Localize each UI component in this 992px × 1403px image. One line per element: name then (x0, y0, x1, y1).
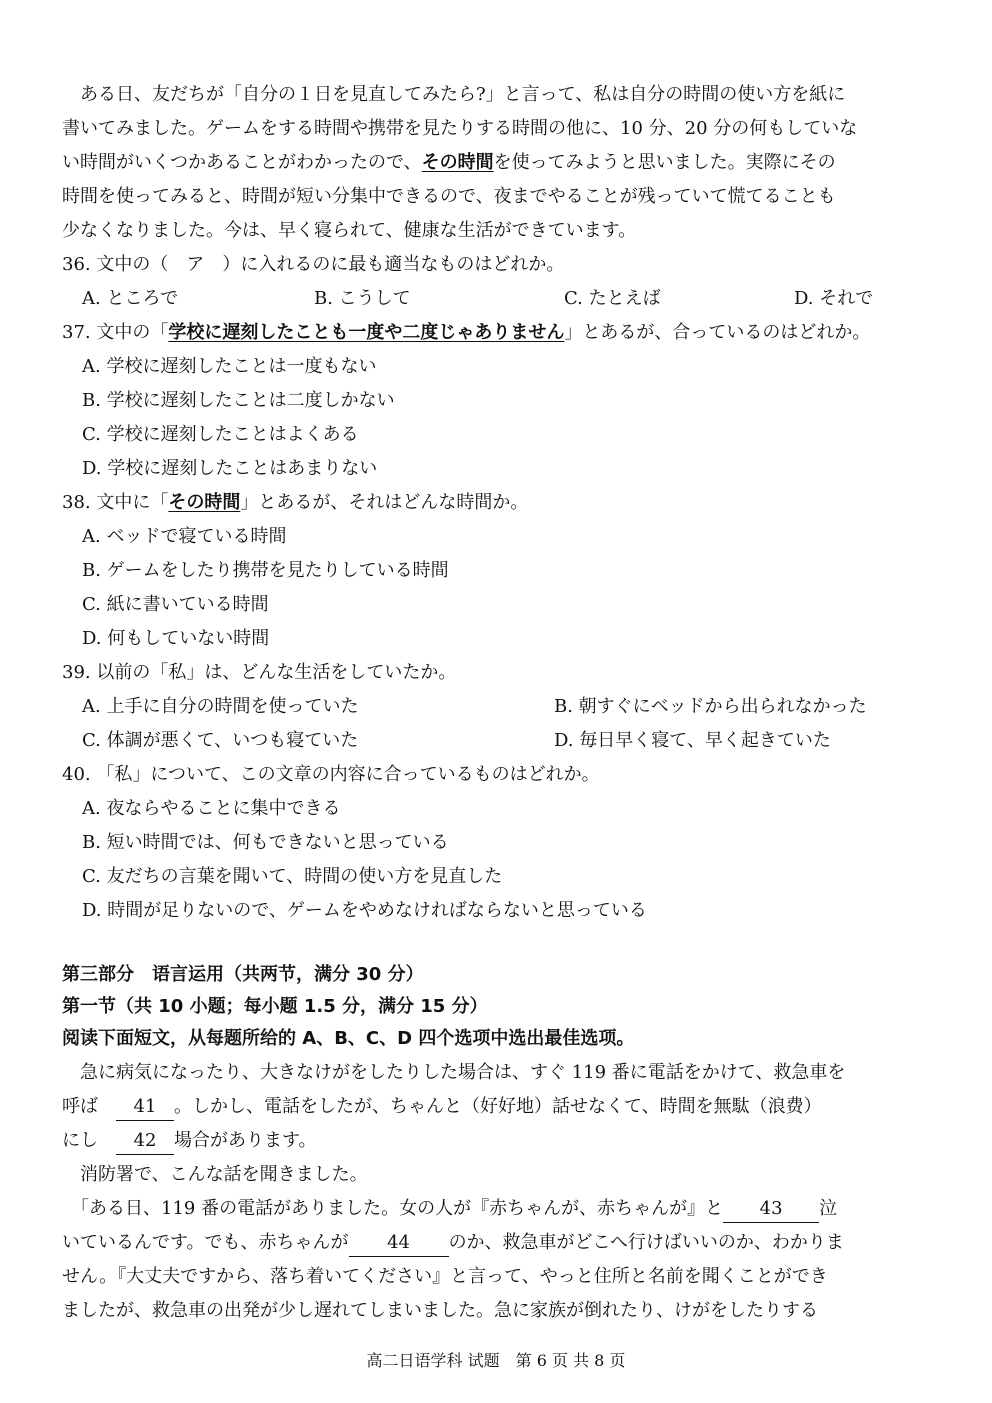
passage-line (62, 1192, 837, 1226)
passage-text: 呼ば (62, 1096, 116, 1117)
question-36-options (82, 282, 942, 316)
blank-41[interactable]: 41 (116, 1094, 174, 1121)
option-b: B. ゲームをしたり携帯を見たりしている時間 (82, 560, 449, 581)
question-37-stem (62, 316, 870, 350)
option-d: D. 学校に遅刻したことはあまりない (82, 458, 378, 479)
passage-line: 時間を使ってみると、時間が短い分集中できるので、夜までやることが残っていて慌てることも (62, 186, 836, 207)
option-c: C. たとえば (564, 288, 661, 309)
passage-line: ましたが、救急車の出発が少し遅れてしまいました。急に家族が倒れたり、けがをしたりする (62, 1300, 818, 1321)
passage-text: いているんです。でも、赤ちゃんが (62, 1232, 349, 1253)
question-39-stem: 39. 以前の「私」は、どんな生活をしていたか。 (62, 662, 457, 683)
option-c: C. 紙に書いている時間 (82, 594, 269, 615)
stem-text: 37. 文中の「 (62, 322, 169, 343)
section-title: 第三部分 语言运用（共两节，满分 30 分） (62, 964, 424, 985)
passage-text: のか、救急車がどこへ行けばいいのか、わかりま (448, 1232, 844, 1253)
blank-44[interactable]: 44 (349, 1230, 449, 1257)
passage-line (62, 1226, 844, 1260)
passage-line (62, 1124, 317, 1158)
option-a: A. ベッドで寝ている時間 (82, 526, 287, 547)
passage-text: 。しかし、電話をしたが、ちゃんと（好好地）話せなくて、時間を無駄（浪费） (174, 1096, 822, 1117)
stem-text: 」とあるが、合っているのはどれか。 (564, 322, 871, 343)
passage-text: 泣 (819, 1198, 838, 1219)
option-b: B. 学校に遅刻したことは二度しかない (82, 390, 395, 411)
question-36-stem: 36. 文中の（ ア ）に入れるのに最も適当なものはどれか。 (62, 254, 565, 275)
option-b: B. 朝すぐにベッドから出られなかった (554, 696, 867, 717)
option-a: A. 上手に自分の時間を使っていた (82, 696, 359, 717)
question-38-stem (62, 486, 528, 520)
option-a: A. 学校に遅刻したことは一度もない (82, 356, 377, 377)
option-d: D. それで (794, 288, 874, 309)
option-c: C. 学校に遅刻したことはよくある (82, 424, 359, 445)
section-subtitle: 第一节（共 10 小题；每小题 1.5 分，满分 15 分） (62, 996, 488, 1017)
option-b: B. 短い時間では、何もできないと思っている (82, 832, 449, 853)
passage-line (62, 146, 836, 180)
option-c: C. 体調が悪くて、いつも寝ていた (82, 730, 359, 751)
page-footer: 高二日语学科 试题 第 6 页 共 8 页 (366, 1351, 626, 1370)
option-d: D. 毎日早く寝て、早く起きていた (554, 730, 831, 751)
option-a: A. 夜ならやることに集中できる (82, 798, 341, 819)
passage-line (62, 1090, 822, 1124)
blank-43[interactable]: 43 (723, 1196, 819, 1223)
stem-text: 38. 文中に「 (62, 492, 169, 513)
passage-line: せん。『大丈夫ですから、落ち着いてください』と言って、やっと住所と名前を聞くことができ (62, 1266, 828, 1287)
passage-text: を使ってみようと思いました。実際にその (493, 152, 836, 173)
option-c: C. 友だちの言葉を聞いて、時間の使い方を見直した (82, 866, 503, 887)
stem-text: 」とあるが、それはどんな時間か。 (240, 492, 529, 513)
blank-42[interactable]: 42 (116, 1128, 174, 1155)
underlined-phrase: その時間 (168, 492, 241, 513)
passage-text: 場合があります。 (174, 1130, 317, 1151)
question-40-stem: 40. 「私」について、この文章の内容に合っているものはどれか。 (62, 764, 600, 785)
option-a: A. ところで (82, 288, 179, 309)
underlined-phrase: その時間 (421, 152, 494, 173)
passage-line: 書いてみました。ゲームをする時間や携帯を見たりする時間の他に、10 分、20 分の何もしていな (62, 118, 858, 139)
passage-line: 急に病気になったり、大きなけがをしたりした場合は、すぐ 119 番に電話をかけて、救急車を (62, 1062, 846, 1083)
passage-line: 少なくなりました。今は、早く寝られて、健康な生活ができています。 (62, 220, 637, 241)
passage-line: ある日、友だちが「自分の１日を見直してみたら?」と言って、私は自分の時間の使い方を紙に (62, 84, 846, 105)
section-instruction: 阅读下面短文，从每题所给的 A、B、C、D 四个选项中选出最佳选项。 (62, 1028, 635, 1049)
passage-line: 消防署で、こんな話を聞きました。 (62, 1164, 368, 1185)
passage-text: にし (62, 1130, 116, 1151)
option-b: B. こうして (314, 288, 411, 309)
passage-text: い時間がいくつかあることがわかったので、 (62, 152, 422, 173)
option-d: D. 時間が足りないので、ゲームをやめなければならないと思っている (82, 900, 647, 921)
option-d: D. 何もしていない時間 (82, 628, 270, 649)
underlined-phrase: 学校に遅刻したことも一度や二度じゃありません (168, 322, 565, 343)
passage-text: 「ある日、119 番の電話がありました。女の人が『赤ちゃんが、赤ちゃんが』と (62, 1198, 724, 1219)
